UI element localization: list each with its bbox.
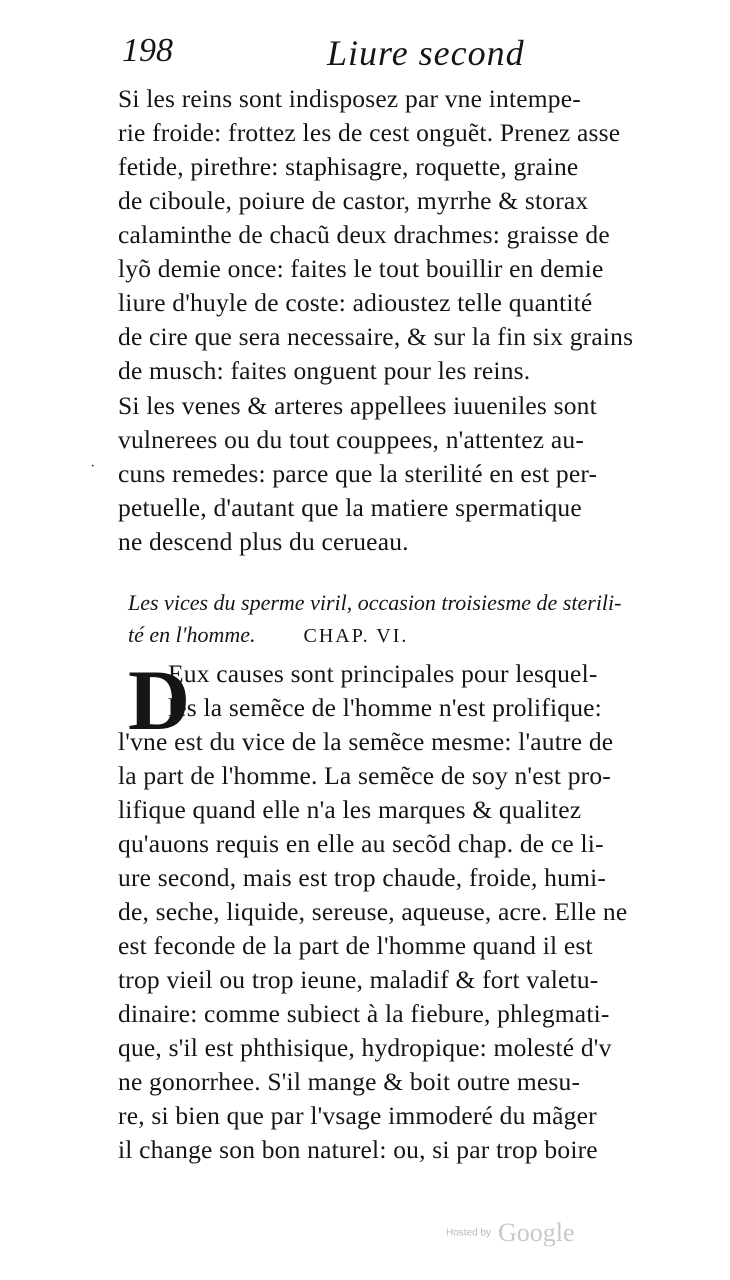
text-line: lyõ demie once: faites le tout bouillir en demie <box>118 254 604 283</box>
text-line: de musch: faites onguent pour les reins. <box>118 356 531 385</box>
drop-cap: D <box>128 652 191 748</box>
paragraph-reins <box>118 82 693 388</box>
text-line: qu'auons requis en elle au secõd chap. de ce li- <box>118 829 604 858</box>
text-line: est feconde de la part de l'homme quand il est <box>118 931 593 960</box>
watermark-hosted-by: Hosted by <box>446 1227 492 1239</box>
text-line: ure second, mais est trop chaude, froide, humi- <box>118 863 607 892</box>
chapter-label: CHAP. VI. <box>303 625 409 647</box>
text-line: ne descend plus du cerueau. <box>118 527 409 556</box>
page-header <box>122 32 682 82</box>
running-title: Liure second <box>327 33 525 73</box>
chapter-title-end: té en l'homme. <box>128 622 256 647</box>
paragraph-venes <box>118 389 693 559</box>
text-line: que, s'il est phthisique, hydropique: molesté d'v <box>118 1033 612 1062</box>
text-line: les la semẽce de l'homme n'est prolifique: <box>168 693 602 722</box>
text-line: de, seche, liquide, sereuse, aqueuse, acre. Elle ne <box>118 897 628 926</box>
text-line: Si les venes & arteres appellees iuueniles sont <box>118 391 597 420</box>
text-line: l'vne est du vice de la semẽce mesme: l'autre de <box>118 727 614 756</box>
text-line: re, si bien que par l'vsage immoderé du mãger <box>118 1101 597 1130</box>
text-line: de cire que sera necessaire, & sur la fin six grains <box>118 322 634 351</box>
google-logo: Google <box>498 1218 575 1247</box>
page-number: 198 <box>122 32 173 69</box>
paragraph-causes <box>118 652 693 1167</box>
text-line: il change son bon naturel: ou, si par trop boire <box>118 1135 598 1164</box>
text-line: liure d'huyle de coste: adioustez telle quantité <box>118 288 593 317</box>
text-line: trop vieil ou trop ieune, maladif & fort valetu- <box>118 965 599 994</box>
text-line: la part de l'homme. La semẽce de soy n'est pro- <box>118 761 612 790</box>
margin-mark: · <box>90 458 96 475</box>
text-line: ne gonorrhee. S'il mange & boit outre mesu- <box>118 1067 581 1096</box>
text-line: Si les reins sont indisposez par vne intempe- <box>118 84 581 113</box>
chapter-heading <box>128 587 698 651</box>
text-line: calaminthe de chacũ deux drachmes: graisse de <box>118 220 610 249</box>
text-line: petuelle, d'autant que la matiere spermatique <box>118 493 582 522</box>
text-line: Eux causes sont principales pour lesquel- <box>168 659 598 688</box>
text-line: fetide, pirethre: staphisagre, roquette, graine <box>118 152 579 181</box>
chapter-title-line: Les vices du sperme viril, occasion troisiesme de sterili- <box>128 590 622 615</box>
text-line: lifique quand elle n'a les marques & qualitez <box>118 795 582 824</box>
chapter-title-line <box>128 619 698 651</box>
text-line: vulnerees ou du tout couppees, n'attentez au- <box>118 425 585 454</box>
text-line: cuns remedes: parce que la sterilité en est per- <box>118 459 598 488</box>
text-line: de ciboule, poiure de castor, myrrhe & storax <box>118 186 589 215</box>
text-line: rie froide: frottez les de cest onguẽt. Prenez asse <box>118 118 621 147</box>
google-watermark <box>446 1218 575 1248</box>
text-line: dinaire: comme subiect à la fiebure, phlegmati- <box>118 999 610 1028</box>
